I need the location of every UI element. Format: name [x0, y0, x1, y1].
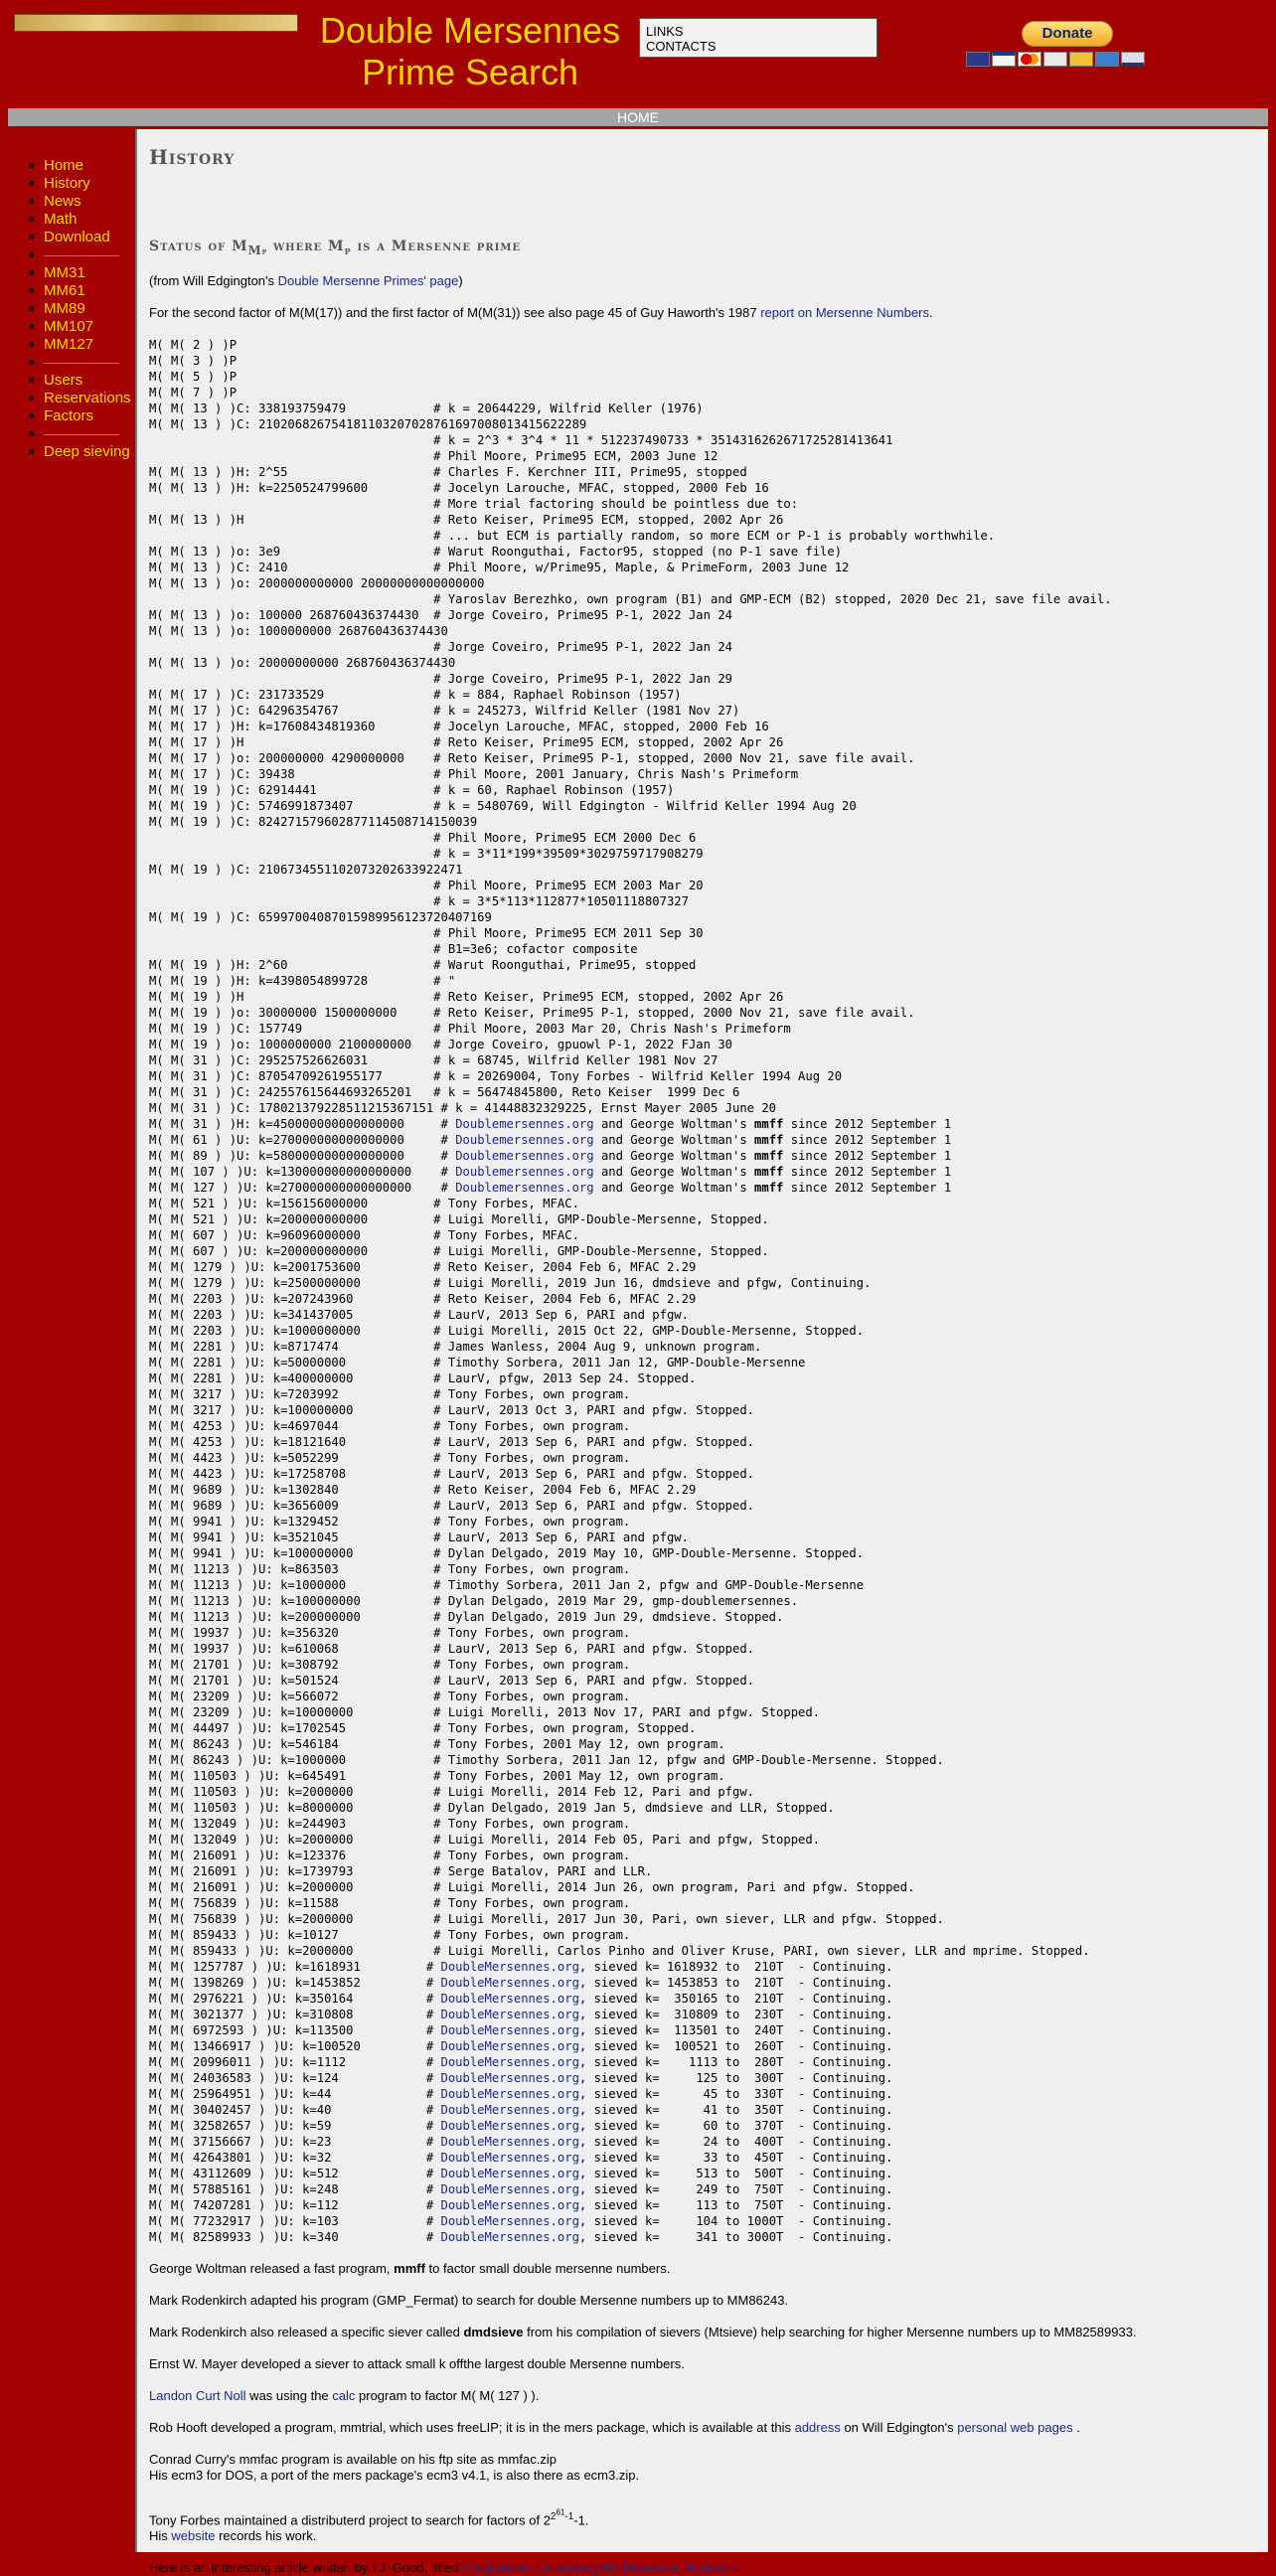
- sidebar-item-users[interactable]: Users: [40, 372, 139, 390]
- status-line: M( M( 31 ) )C: 87054709261955177 # k = 20269004, Tony Forbes - Wilfrid Keller 1994 Aug 20: [149, 1068, 843, 1083]
- status-line: M( M( 86243 ) )U: k=546184 # Tony Forbes, 2001 May 12, own program.: [149, 1736, 725, 1751]
- status-line: M( M( 110503 ) )U: k=645491 # Tony Forbes, 2001 May 12, own program.: [149, 1768, 725, 1783]
- status-line: M( M( 19937 ) )U: k=356320 # Tony Forbes, own program.: [149, 1625, 631, 1640]
- sidebar-item-mm61[interactable]: MM61: [40, 282, 139, 300]
- status-line: M( M( 19 ) )C: 157749 # Phil Moore, 2003 Mar 20, Chris Nash's Primeform: [149, 1021, 791, 1036]
- status-line: M( M( 77232917 ) )U: k=103 # DoubleMersennes.org, sieved k= 104 to 1000T - Continuing.: [149, 2213, 893, 2228]
- status-line: M( M( 2281 ) )U: k=50000000 # Timothy Sorbera, 2011 Jan 12, GMP-Double-Mersenne: [149, 1355, 806, 1369]
- sidebar-item-mm127[interactable]: MM127: [40, 336, 139, 354]
- doublemersennes-link[interactable]: DoubleMersennes.org: [440, 2070, 579, 2085]
- status-line: M( M( 13 ) )C: 210206826754181103207028761697008013415622289: [149, 416, 587, 431]
- status-line: M( M( 21701 ) )U: k=501524 # LaurV, 2013 Sep 6, PARI and pfgw. Stopped.: [149, 1673, 755, 1688]
- status-line: M( M( 42643801 ) )U: k=32 # DoubleMersennes.org, sieved k= 33 to 450T - Continuing.: [149, 2150, 893, 2165]
- status-line: M( M( 3217 ) )U: k=7203992 # Tony Forbes, own program.: [149, 1386, 631, 1401]
- status-line: M( M( 1279 ) )U: k=2500000000 # Luigi Morelli, 2019 Jun 16, dmdsieve and pfgw, Continuing.: [149, 1275, 872, 1290]
- status-line: M( M( 19 ) )C: 2106734551102073202633922471: [149, 862, 463, 877]
- rodenkirch-note-2: Mark Rodenkirch also released a specific siever called dmdsieve from his compilation of sievers (Mtsieve) help searching for higher Mersenne numbers up to MM82589933.: [149, 2324, 1137, 2339]
- status-line: M( M( 1398269 ) )U: k=1453852 # DoubleMersennes.org, sieved k= 1453853 to 210T - Continuing.: [149, 1975, 893, 1990]
- haworth-note: For the second factor of M(M(17)) and the first factor of M(M(31)) see also page 45 of Guy Haworth's 1987 report on Mersenne Numbers.: [149, 304, 933, 320]
- status-line: M( M( 11213 ) )U: k=1000000 # Timothy Sorbera, 2011 Jan 2, pfgw and GMP-Double-Mersenne: [149, 1577, 865, 1592]
- status-line: M( M( 19 ) )H # Reto Keiser, Prime95 ECM, stopped, 2002 Apr 26: [149, 989, 784, 1004]
- sidebar-item-factors[interactable]: Factors: [40, 407, 139, 425]
- status-line: M( M( 19 ) )C: 824271579602877114508714150039: [149, 814, 478, 829]
- doublemersennes-link[interactable]: DoubleMersennes.org: [440, 2134, 579, 2149]
- sidebar-item-mm89[interactable]: MM89: [40, 300, 139, 318]
- status-line: M( M( 7 ) )P: [149, 385, 238, 400]
- status-line: M( M( 17 ) )C: 231733529 # k = 884, Raphael Robinson (1957): [149, 687, 682, 702]
- status-line: M( M( 82589933 ) )U: k=340 # DoubleMersennes.org, sieved k= 341 to 3000T - Continuing.: [149, 2229, 893, 2244]
- status-line: # Phil Moore, Prime95 ECM 2011 Sep 30: [149, 925, 704, 940]
- site-title-line2: Prime Search: [361, 52, 579, 92]
- status-line: M( M( 13 ) )C: 338193759479 # k = 20644229, Wilfrid Keller (1976): [149, 401, 704, 415]
- forbes-line-2: His website records his work.: [149, 2528, 317, 2544]
- status-line: M( M( 31 ) )C: 178021379228511215367151 # k = 41448832329225, Ernst Mayer 2005 June 20: [149, 1100, 777, 1115]
- status-line: # Jorge Coveiro, Prime95 P-1, 2022 Jan 29: [149, 671, 732, 686]
- status-line: M( M( 13 ) )o: 1000000000 268760436374430: [149, 623, 448, 638]
- status-line: M( M( 31 ) )C: 242557615644693265201 # k = 56474845800, Reto Keiser 1999 Dec 6: [149, 1084, 740, 1099]
- status-line: M( M( 6972593 ) )U: k=113500 # DoubleMersennes.org, sieved k= 113501 to 240T - Continuing.: [149, 2022, 893, 2037]
- status-line: M( M( 13 ) )o: 20000000000 268760436374430: [149, 655, 456, 670]
- noll-link[interactable]: Landon Curt Noll: [149, 2387, 246, 2403]
- status-line: M( M( 74207281 ) )U: k=112 # DoubleMersennes.org, sieved k= 113 to 750T - Continuing.: [149, 2197, 893, 2212]
- doublemersennes-link[interactable]: DoubleMersennes.org: [440, 2150, 579, 2165]
- banner-image: [14, 14, 298, 32]
- donate-button[interactable]: Donate: [1022, 21, 1113, 47]
- status-line: M( M( 521 ) )U: k=156156000000 # Tony Forbes, MFAC.: [149, 1196, 579, 1210]
- status-lines-main: [149, 338, 1112, 1115]
- status-lines-small: [149, 1197, 1090, 1958]
- personal-web-pages-link[interactable]: personal web pages: [957, 2419, 1073, 2435]
- status-line: M( M( 859433 ) )U: k=10127 # Tony Forbes, own program.: [149, 1927, 631, 1942]
- status-line: M( M( 2203 ) )U: k=341437005 # LaurV, 2013 Sep 6, PARI and pfgw.: [149, 1307, 689, 1322]
- status-line: M( M( 9941 ) )U: k=3521045 # LaurV, 2013 Sep 6, PARI and pfgw.: [149, 1530, 689, 1544]
- status-line: M( M( 2203 ) )U: k=207243960 # Reto Keiser, 2004 Feb 6, MFAC 2.29: [149, 1291, 697, 1306]
- doublemersennes-link[interactable]: DoubleMersennes.org: [440, 2118, 579, 2133]
- status-line: # B1=3e6; cofactor composite: [149, 941, 638, 956]
- status-line: M( M( 11213 ) )U: k=863503 # Tony Forbes, own program.: [149, 1561, 631, 1576]
- sidebar-item-deep-sieving[interactable]: Deep sieving: [40, 443, 139, 461]
- status-line: M( M( 3 ) )P: [149, 353, 238, 368]
- status-line: # k = 2^3 * 3^4 * 11 * 512237490733 * 35143162626717252814136​41: [149, 432, 893, 447]
- status-line: M( M( 110503 ) )U: k=2000000 # Luigi Morelli, 2014 Feb 12, Pari and pfgw.: [149, 1784, 755, 1799]
- doublemersennes-link[interactable]: DoubleMersennes.org: [440, 2197, 579, 2212]
- doublemersennes-link[interactable]: DoubleMersennes.org: [440, 2229, 579, 2244]
- status-line: M( M( 25964951 ) )U: k=44 # DoubleMersennes.org, sieved k= 45 to 330T - Continuing.: [149, 2086, 893, 2101]
- doublemersennes-link[interactable]: Doublemersennes.org: [455, 1132, 594, 1147]
- main-content: [135, 129, 1268, 2576]
- status-line: # k = 3*11*199*39509*3029759717908279: [149, 846, 704, 861]
- home-link[interactable]: HOME: [8, 108, 1268, 126]
- status-line: M( M( 2281 ) )U: k=8717474 # James Wanless, 2004 Aug 9, unknown program.: [149, 1339, 762, 1354]
- status-line: # k = 3*5*113*112877*10501118807327: [149, 893, 689, 908]
- status-line: M( M( 107 ) )U: k=130000000000000000 # Doublemersennes.org and George Woltman's mmff since 2012 September 1: [149, 1164, 952, 1179]
- curry-line-1: Conrad Curry's mmfac program is available on his ftp site as mmfac.zip: [149, 2451, 557, 2467]
- sidebar-item-math[interactable]: Math: [40, 211, 139, 229]
- status-lines-mmff: [149, 1117, 951, 1195]
- source-note: (from Will Edgington's Double Mersenne Primes' page): [149, 272, 463, 288]
- status-line: M( M( 2203 ) )U: k=1000000000 # Luigi Morelli, 2015 Oct 22, GMP-Double-Mersenne, Stopped.: [149, 1323, 865, 1338]
- status-line: M( M( 19 ) )H: 2^60 # Warut Roonguthai, Prime95, stopped: [149, 957, 697, 972]
- status-line: M( M( 44497 ) )U: k=1702545 # Tony Forbes, own program, Stopped.: [149, 1720, 697, 1735]
- links-dropdown[interactable]: [639, 18, 877, 58]
- status-line: # More trial factoring should be pointless due to:: [149, 496, 799, 511]
- doublemersennes-link[interactable]: DoubleMersennes.org: [440, 2054, 579, 2069]
- status-line: M( M( 607 ) )U: k=96096000000 # Tony Forbes, MFAC.: [149, 1227, 579, 1242]
- status-line: M( M( 216091 ) )U: k=123376 # Tony Forbes, own program.: [149, 1848, 631, 1862]
- double-mersenne-primes-link[interactable]: Double Mersenne Primes' page: [277, 272, 459, 288]
- status-line: # Phil Moore, Prime95 ECM 2000 Dec 6: [149, 830, 697, 845]
- sidebar-separator: [40, 354, 139, 372]
- section-title: Status of $M_{Mp}$ where $M_p$ is a Mersenne prime: [149, 239, 522, 257]
- doublemersennes-link[interactable]: DoubleMersennes.org: [440, 1975, 579, 1990]
- status-line: M( M( 13 ) )o: 2000000000000 20000000000000000: [149, 575, 485, 590]
- status-line: M( M( 20996011 ) )U: k=1112 # DoubleMersennes.org, sieved k= 1113 to 280T - Continuing.: [149, 2054, 893, 2069]
- status-line: M( M( 13 ) )H: 2^55 # Charles F. Kerchner III, Prime95, stopped: [149, 464, 747, 479]
- status-line: M( M( 13 ) )H: k=2250524799600 # Jocelyn Larouche, MFAC, stopped, 2000 Feb 16: [149, 480, 769, 495]
- doublemersennes-link[interactable]: Doublemersennes.org: [455, 1116, 594, 1131]
- site-title-line1: Double Mersennes: [319, 10, 621, 51]
- status-line: M( M( 17 ) )H # Reto Keiser, Prime95 ECM, stopped, 2002 Apr 26: [149, 734, 784, 749]
- status-line: M( M( 756839 ) )U: k=2000000 # Luigi Morelli, 2017 Jun 30, Pari, own siever, LLR and pfgw. Stopped.: [149, 1911, 944, 1926]
- status-line: M( M( 1257787 ) )U: k=1618931 # DoubleMersennes.org, sieved k= 1618932 to 210T - Continuing.: [149, 1959, 893, 1974]
- status-line: # ... but ECM is partially random, so more ECM or P-1 is probably worthwhile.: [149, 528, 996, 543]
- status-line: M( M( 19 ) )o: 1000000000 2100000000 # Jorge Coveiro, gpuowl P-1, 2022 FJan 30: [149, 1037, 732, 1051]
- doublemersennes-link[interactable]: Doublemersennes.org: [455, 1164, 594, 1179]
- status-line: M( M( 23209 ) )U: k=10000000 # Luigi Morelli, 2013 Nov 17, PARI and pfgw. Stopped.: [149, 1704, 821, 1719]
- sidebar-item-history[interactable]: History: [40, 175, 139, 193]
- visa-card-icon: [992, 52, 1016, 67]
- status-line: M( M( 19 ) )o: 30000000 1500000000 # Reto Keiser, Prime95 P-1, stopped, 2000 Nov 21, save file avail.: [149, 1005, 915, 1020]
- status-line: M( M( 13 ) )C: 2410 # Phil Moore, w/Prime95, Maple, & PrimeForm, 2003 June 12: [149, 560, 850, 574]
- good-article-note: Here is an interesting article written by I.J. Good, titled Conjectures concerning the Mersenne Numbers.: [149, 2560, 740, 2576]
- amex-card-icon: [1095, 52, 1119, 67]
- forbes-note: [149, 2505, 1256, 2545]
- status-line: M( M( 43112609 ) )U: k=512 # DoubleMersennes.org, sieved k= 513 to 500T - Continuing.: [149, 2166, 893, 2180]
- doublemersennes-link[interactable]: Doublemersennes.org: [455, 1180, 594, 1195]
- status-line: M( M( 4253 ) )U: k=4697044 # Tony Forbes, own program.: [149, 1418, 631, 1433]
- status-line: M( M( 31 ) )H: k=450000000000000000 # Doublemersennes.org and George Woltman's mmff since 2012 September 1: [149, 1116, 952, 1131]
- status-line: M( M( 37156667 ) )U: k=23 # DoubleMersennes.org, sieved k= 24 to 400T - Continuing.: [149, 2134, 893, 2149]
- page-title: History: [149, 145, 236, 169]
- status-line: M( M( 89 ) )U: k=580000000000000000 # Doublemersennes.org and George Woltman's mmff since 2012 September 1: [149, 1148, 952, 1163]
- status-line: M( M( 9941 ) )U: k=100000000 # Dylan Delgado, 2019 May 10, GMP-Double-Mersenne. Stopped.: [149, 1545, 865, 1560]
- sidebar-nav: [40, 157, 139, 461]
- doublemersennes-link[interactable]: Doublemersennes.org: [455, 1148, 594, 1163]
- site-title: [306, 10, 634, 93]
- status-line: M( M( 86243 ) )U: k=1000000 # Timothy Sorbera, 2011 Jan 12, pfgw and GMP-Double-Mersenne. Stopped.: [149, 1752, 944, 1767]
- links-item[interactable]: LINKS: [646, 24, 684, 39]
- status-line: M( M( 11213 ) )U: k=200000000 # Dylan Delgado, 2019 Jun 29, dmdsieve. Stopped.: [149, 1609, 784, 1624]
- status-listing: [149, 337, 1256, 2245]
- status-line: M( M( 17 ) )o: 200000000 4290000000 # Reto Keiser, Prime95 P-1, stopped, 2000 Nov 21, save file avail.: [149, 750, 915, 765]
- woltman-note: George Woltman released a fast program, mmff to factor small double mersenne numbers.: [149, 2260, 671, 2276]
- status-line: M( M( 607 ) )U: k=200000000000 # Luigi Morelli, GMP-Double-Mersenne, Stopped.: [149, 1243, 769, 1258]
- status-line: M( M( 24036583 ) )U: k=124 # DoubleMersennes.org, sieved k= 125 to 300T - Continuing.: [149, 2070, 893, 2085]
- status-line: M( M( 61 ) )U: k=270000000000000000 # Doublemersennes.org and George Woltman's mmff since 2012 September 1: [149, 1132, 952, 1147]
- status-line: M( M( 13 ) )o: 100000 268760436374430 # Jorge Coveiro, Prime95 P-1, 2022 Jan 24: [149, 607, 732, 622]
- sidebar-separator: [40, 246, 139, 264]
- status-line: M( M( 132049 ) )U: k=244903 # Tony Forbes, own program.: [149, 1816, 631, 1831]
- doublemersennes-link[interactable]: DoubleMersennes.org: [440, 2007, 579, 2021]
- doublemersennes-link[interactable]: DoubleMersennes.org: [440, 2022, 579, 2037]
- status-line: M( M( 17 ) )C: 39438 # Phil Moore, 2001 January, Chris Nash's Primeform: [149, 766, 799, 781]
- haworth-report-link[interactable]: report on Mersenne Numbers: [760, 304, 930, 320]
- status-line: M( M( 11213 ) )U: k=100000000 # Dylan Delgado, 2019 Mar 29, gmp-doublemersennes.: [149, 1593, 799, 1608]
- status-line: M( M( 13466917 ) )U: k=100520 # DoubleMersennes.org, sieved k= 100521 to 260T - Continuing.: [149, 2038, 893, 2053]
- status-line: M( M( 17 ) )H: k=17608434819360 # Jocelyn Larouche, MFAC, stopped, 2000 Feb 16: [149, 719, 769, 733]
- status-line: M( M( 5 ) )P: [149, 369, 238, 384]
- status-line: M( M( 9689 ) )U: k=3656009 # LaurV, 2013 Sep 6, PARI and pfgw. Stopped.: [149, 1498, 755, 1513]
- calc-link[interactable]: calc: [332, 2387, 356, 2403]
- status-line: M( M( 19937 ) )U: k=610068 # LaurV, 2013 Sep 6, PARI and pfgw. Stopped.: [149, 1641, 755, 1656]
- status-line: M( M( 57885161 ) )U: k=248 # DoubleMersennes.org, sieved k= 249 to 750T - Continuing.: [149, 2181, 893, 2196]
- status-line: M( M( 521 ) )U: k=200000000000 # Luigi Morelli, GMP-Double-Mersenne, Stopped.: [149, 1211, 769, 1226]
- sidebar-item-news[interactable]: News: [40, 193, 139, 211]
- status-line: M( M( 2976221 ) )U: k=350164 # DoubleMersennes.org, sieved k= 350165 to 210T - Continuing.: [149, 1991, 893, 2006]
- sidebar-separator: [40, 425, 139, 443]
- forbes-website-link[interactable]: website: [171, 2528, 216, 2544]
- status-line: M( M( 3217 ) )U: k=100000000 # LaurV, 2013 Oct 3, PARI and pfgw. Stopped.: [149, 1402, 755, 1417]
- status-line: M( M( 13 ) )H # Reto Keiser, Prime95 ECM, stopped, 2002 Apr 26: [149, 512, 784, 527]
- status-line: M( M( 9941 ) )U: k=1329452 # Tony Forbes, own program.: [149, 1514, 631, 1529]
- status-line: # Jorge Coveiro, Prime95 P-1, 2022 Jan 24: [149, 639, 732, 654]
- status-line: M( M( 756839 ) )U: k=11588 # Tony Forbes, own program.: [149, 1895, 631, 1910]
- status-line: M( M( 23209 ) )U: k=566072 # Tony Forbes, own program.: [149, 1689, 631, 1703]
- status-line: M( M( 13 ) )o: 3e9 # Warut Roonguthai, Factor95, stopped (no P-1 save file): [149, 544, 843, 559]
- status-line: M( M( 30402457 ) )U: k=40 # DoubleMersennes.org, sieved k= 41 to 350T - Continuing.: [149, 2102, 893, 2117]
- payment-cards: [966, 52, 1145, 67]
- status-line: M( M( 3021377 ) )U: k=310808 # DoubleMersennes.org, sieved k= 310809 to 230T - Continuing.: [149, 2007, 893, 2021]
- status-line: M( M( 31 ) )C: 295257526626031 # k = 68745, Wilfrid Keller 1981 Nov 27: [149, 1052, 718, 1067]
- status-line: M( M( 2281 ) )U: k=400000000 # LaurV, pfgw, 2013 Sep 24. Stopped.: [149, 1370, 697, 1385]
- generic-card-icon: [1069, 52, 1093, 67]
- hooft-note: Rob Hooft developed a program, mmtrial, which uses freeLIP; it is in the mers package, which is available at this address on Will Edgington's personal web pages .: [149, 2419, 1080, 2435]
- discover-card-icon: [966, 52, 990, 67]
- status-line: M( M( 19 ) )C: 65997004087015989956123720407169: [149, 909, 492, 924]
- status-line: M( M( 4423 ) )U: k=5052299 # Tony Forbes, own program.: [149, 1450, 631, 1465]
- status-line: M( M( 2 ) )P: [149, 337, 238, 352]
- status-lines-sieved: [149, 1960, 892, 2244]
- status-line: M( M( 17 ) )C: 64296354767 # k = 245273, Wilfrid Keller (1981 Nov 27): [149, 703, 740, 718]
- good-article-link[interactable]: Conjectures concerning the Mersenne Numbers: [462, 2560, 737, 2576]
- status-line: M( M( 4253 ) )U: k=18121640 # LaurV, 2013 Sep 6, PARI and pfgw. Stopped.: [149, 1434, 755, 1449]
- address-link[interactable]: address: [794, 2419, 841, 2435]
- status-line: M( M( 4423 ) )U: k=17258708 # LaurV, 2013 Sep 6, PARI and pfgw. Stopped.: [149, 1466, 755, 1481]
- doublemersennes-link[interactable]: DoubleMersennes.org: [440, 2181, 579, 2196]
- sidebar-item-mm31[interactable]: MM31: [40, 264, 139, 282]
- paypal-card-icon: [1043, 52, 1067, 67]
- sidebar-item-home[interactable]: Home: [40, 157, 139, 175]
- status-line: # Yaroslav Berezhko, own program (B1) and GMP-ECM (B2) stopped, 2020 Dec 21, save file avail.: [149, 591, 1112, 606]
- status-line: # Phil Moore, Prime95 ECM, 2003 June 12: [149, 448, 718, 463]
- mastercard-card-icon: [1018, 52, 1041, 67]
- doublemersennes-link[interactable]: DoubleMersennes.org: [440, 2086, 579, 2101]
- status-line: M( M( 110503 ) )U: k=8000000 # Dylan Delgado, 2019 Jan 5, dmdsieve and LLR, Stopped.: [149, 1800, 835, 1815]
- status-line: M( M( 32582657 ) )U: k=59 # DoubleMersennes.org, sieved k= 60 to 370T - Continuing.: [149, 2118, 893, 2133]
- status-line: # Phil Moore, Prime95 ECM 2003 Mar 20: [149, 878, 704, 892]
- forbes-line-1: Tony Forbes maintained a distributerd project to search for factors of 2$^{2^{61}-1}$-1.: [149, 2507, 589, 2528]
- status-line: M( M( 19 ) )C: 62914441 # k = 60, Raphael Robinson (1957): [149, 782, 675, 797]
- sidebar-item-download[interactable]: Download: [40, 229, 139, 246]
- status-line: M( M( 216091 ) )U: k=2000000 # Luigi Morelli, 2014 Jun 26, own program, Pari and pfgw. Stopped.: [149, 1879, 915, 1894]
- sidebar-item-mm107[interactable]: MM107: [40, 318, 139, 336]
- status-line: M( M( 216091 ) )U: k=1739793 # Serge Batalov, PARI and LLR.: [149, 1863, 653, 1878]
- doublemersennes-link[interactable]: DoubleMersennes.org: [440, 2166, 579, 2180]
- rodenkirch-note-1: Mark Rodenkirch adapted his program (GMP_Fermat) to search for double Mersenne numbers up to MM86243.: [149, 2292, 789, 2308]
- status-line: M( M( 127 ) )U: k=270000000000000000 # Doublemersennes.org and George Woltman's mmff since 2012 September 1: [149, 1180, 952, 1195]
- sidebar-item-reservations[interactable]: Reservations: [40, 390, 139, 407]
- noll-note: Landon Curt Noll was using the calc program to factor M( M( 127 ) ).: [149, 2387, 540, 2403]
- status-line: M( M( 1279 ) )U: k=2001753600 # Reto Keiser, 2004 Feb 6, MFAC 2.29: [149, 1259, 697, 1274]
- doublemersennes-link[interactable]: DoubleMersennes.org: [440, 1959, 579, 1974]
- status-line: M( M( 21701 ) )U: k=308792 # Tony Forbes, own program.: [149, 1657, 631, 1672]
- status-line: M( M( 19 ) )C: 5746991873407 # k = 5480769, Will Edgington - Wilfrid Keller 1994 Aug 20: [149, 798, 857, 813]
- doublemersennes-link[interactable]: DoubleMersennes.org: [440, 1991, 579, 2006]
- contacts-item[interactable]: CONTACTS: [646, 39, 717, 54]
- status-line: M( M( 19 ) )H: k=4398054899728 # ": [149, 973, 456, 988]
- bank-card-icon: [1121, 52, 1145, 67]
- status-line: M( M( 859433 ) )U: k=2000000 # Luigi Morelli, Carlos Pinho and Oliver Kruse, PARI, own siever, LLR and mprime. Stopped.: [149, 1943, 1090, 1958]
- curry-note: [149, 2452, 1256, 2484]
- doublemersennes-link[interactable]: DoubleMersennes.org: [440, 2038, 579, 2053]
- doublemersennes-link[interactable]: DoubleMersennes.org: [440, 2213, 579, 2228]
- doublemersennes-link[interactable]: DoubleMersennes.org: [440, 2102, 579, 2117]
- status-line: M( M( 132049 ) )U: k=2000000 # Luigi Morelli, 2014 Feb 05, Pari and pfgw, Stopped.: [149, 1832, 821, 1847]
- status-line: M( M( 9689 ) )U: k=1302840 # Reto Keiser, 2004 Feb 6, MFAC 2.29: [149, 1482, 697, 1497]
- mayer-note: Ernst W. Mayer developed a siever to attack small k offthe largest double Mersenne numbers.: [149, 2355, 685, 2371]
- curry-line-2: His ecm3 for DOS, a port of the mers package's ecm3 v4.1, is also there as ecm3.zip.: [149, 2467, 640, 2483]
